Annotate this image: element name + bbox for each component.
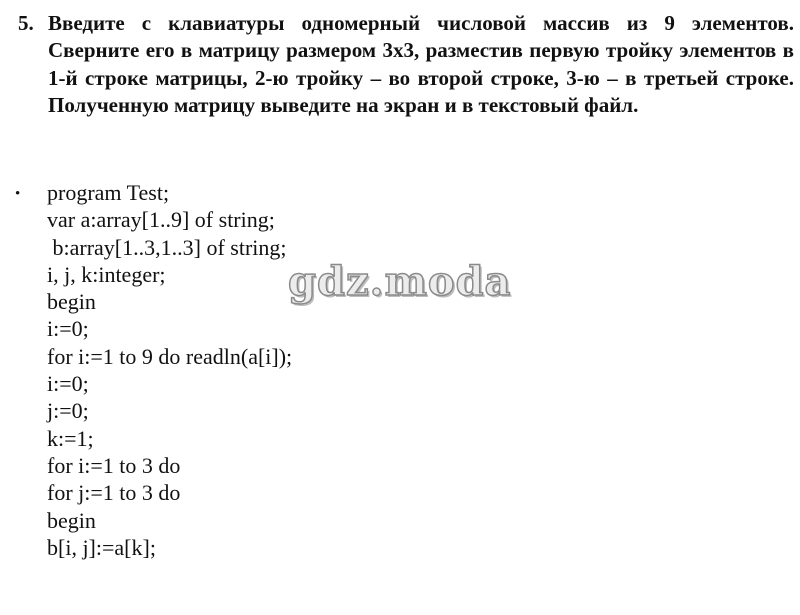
bullet-icon: • xyxy=(15,186,21,202)
code-line: begin xyxy=(47,507,96,533)
code-line: b[i, j]:=a[k]; xyxy=(47,534,156,560)
code-line: i, j, k:integer; xyxy=(47,261,166,287)
watermark-logo: gdz.moda xyxy=(288,258,512,305)
code-line: k:=1; xyxy=(47,425,94,451)
task-text: Введите с клавиатуры одномерный числовой массив из 9 элементов. Сверните его в матрицу размером 3x3, разместив первую тройку элементов в 1-й строке матрицы, 2-ю тройку – во второй строке, 3-ю – в третьей строке. Полученную матрицу выведите на экран и в текстовый файл. xyxy=(48,11,794,118)
code-line: var a:array[1..9] of string; xyxy=(47,207,275,233)
code-line: j:=0; xyxy=(47,398,89,424)
code-line: for i:=1 to 3 do xyxy=(47,452,181,478)
code-line: program Test; xyxy=(47,180,170,205)
code-line: for i:=1 to 9 do readln(a[i]); xyxy=(47,343,293,369)
task-number: 5. xyxy=(18,11,34,35)
code-line: b:array[1..3,1..3] of string; xyxy=(47,234,287,260)
task-statement xyxy=(18,10,794,120)
code-line: i:=0; xyxy=(47,371,89,397)
code-listing xyxy=(47,179,747,561)
code-line: for j:=1 to 3 do xyxy=(47,480,181,506)
code-line: begin xyxy=(47,289,96,315)
code-line: i:=0; xyxy=(47,316,89,342)
